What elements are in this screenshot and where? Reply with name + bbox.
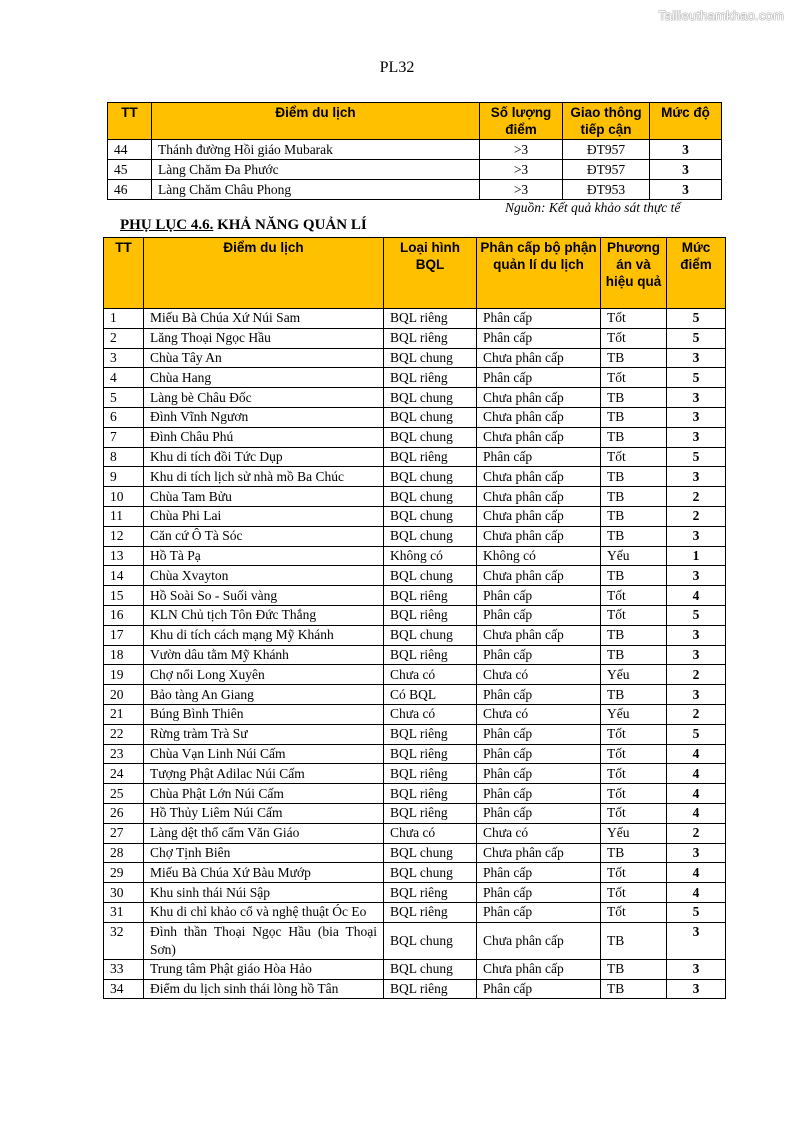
table-row xyxy=(104,883,726,903)
table-row xyxy=(104,704,726,724)
table-row xyxy=(104,388,726,408)
watermark-text: Tailieuthamkhao.com xyxy=(658,8,784,23)
section-heading-title: KHẢ NĂNG QUẢN LÍ xyxy=(213,217,367,233)
management-capacity-table xyxy=(103,237,726,999)
col-header-destination: Điểm du lịch xyxy=(144,238,384,309)
table-row xyxy=(104,645,726,665)
bql-type: BQL riêng xyxy=(384,902,477,922)
plan-effectiveness: TB xyxy=(601,526,667,546)
destination-name: Hồ Soài So - Suối vàng xyxy=(144,586,384,606)
plan-effectiveness: Tốt xyxy=(601,863,667,883)
score-value: 5 xyxy=(667,328,726,348)
plan-effectiveness: TB xyxy=(601,959,667,979)
decentralization: Phân cấp xyxy=(477,863,601,883)
plan-effectiveness: TB xyxy=(601,506,667,526)
bql-type: Chưa có xyxy=(384,665,477,685)
row-number: 6 xyxy=(104,407,144,427)
score-value: 3 xyxy=(667,526,726,546)
table-row xyxy=(104,625,726,645)
decentralization: Phân cấp xyxy=(477,764,601,784)
point-count: >3 xyxy=(480,180,563,200)
destination-name: Khu di chỉ khảo cổ và nghệ thuật Óc Eo xyxy=(144,902,384,922)
table-row xyxy=(104,764,726,784)
bql-type: BQL chung xyxy=(384,388,477,408)
destination-name: Rừng tràm Trà Sư xyxy=(144,724,384,744)
destination-name: Thánh đường Hồi giáo Mubarak xyxy=(152,140,480,160)
table-row xyxy=(104,467,726,487)
row-number: 23 xyxy=(104,744,144,764)
score-value: 5 xyxy=(667,309,726,329)
bql-type: Có BQL xyxy=(384,685,477,705)
plan-effectiveness: TB xyxy=(601,843,667,863)
score-value: 3 xyxy=(667,959,726,979)
decentralization: Chưa phân cấp xyxy=(477,566,601,586)
destination-name: Tượng Phật Adilac Núi Cấm xyxy=(144,764,384,784)
table-row xyxy=(104,744,726,764)
table-row xyxy=(104,526,726,546)
row-number: 16 xyxy=(104,605,144,625)
bql-type: BQL riêng xyxy=(384,586,477,606)
bql-type: BQL riêng xyxy=(384,764,477,784)
plan-effectiveness: TB xyxy=(601,487,667,507)
decentralization: Phân cấp xyxy=(477,784,601,804)
score-value: 4 xyxy=(667,586,726,606)
plan-effectiveness: Tốt xyxy=(601,744,667,764)
row-number: 21 xyxy=(104,704,144,724)
destination-name: Chùa Vạn Linh Núi Cấm xyxy=(144,744,384,764)
score-value: 3 xyxy=(667,407,726,427)
section-heading xyxy=(120,217,367,234)
row-number: 8 xyxy=(104,447,144,467)
table-row xyxy=(104,506,726,526)
row-number: 26 xyxy=(104,803,144,823)
score-value: 2 xyxy=(667,823,726,843)
plan-effectiveness: Tốt xyxy=(601,784,667,804)
destination-name: Miếu Bà Chúa Xứ Núi Sam xyxy=(144,309,384,329)
plan-effectiveness: Tốt xyxy=(601,586,667,606)
score-value: 3 xyxy=(667,922,726,959)
destination-name: Đình Châu Phú xyxy=(144,427,384,447)
score-value: 3 xyxy=(667,685,726,705)
bql-type: BQL riêng xyxy=(384,309,477,329)
bql-type: BQL riêng xyxy=(384,724,477,744)
decentralization: Chưa phân cấp xyxy=(477,625,601,645)
destination-name: Làng dệt thổ cẩm Văn Giáo xyxy=(144,823,384,843)
plan-effectiveness: TB xyxy=(601,427,667,447)
decentralization: Chưa phân cấp xyxy=(477,506,601,526)
table-row xyxy=(104,546,726,566)
bql-type: BQL chung xyxy=(384,427,477,447)
row-number: 34 xyxy=(104,979,144,999)
plan-effectiveness: Tốt xyxy=(601,447,667,467)
destination-name: Làng Chăm Châu Phong xyxy=(152,180,480,200)
table-row xyxy=(104,605,726,625)
score-value: 5 xyxy=(667,902,726,922)
decentralization: Chưa phân cấp xyxy=(477,467,601,487)
page-number: PL32 xyxy=(379,59,415,76)
score-value: 3 xyxy=(667,979,726,999)
row-number: 1 xyxy=(104,309,144,329)
bql-type: BQL chung xyxy=(384,922,477,959)
table-row xyxy=(104,922,726,959)
decentralization: Chưa phân cấp xyxy=(477,348,601,368)
destination-name: Đình thần Thoại Ngọc Hầu (bia Thoại Sơn) xyxy=(144,922,384,959)
destination-name: Khu di tích cách mạng Mỹ Khánh xyxy=(144,625,384,645)
table-row xyxy=(104,959,726,979)
col-header-transport: Giao thông tiếp cận xyxy=(563,103,650,140)
score-value: 5 xyxy=(667,447,726,467)
row-number: 4 xyxy=(104,368,144,388)
score-value: 1 xyxy=(667,546,726,566)
decentralization: Phân cấp xyxy=(477,724,601,744)
bql-type: BQL riêng xyxy=(384,328,477,348)
score-value: 3 xyxy=(667,348,726,368)
decentralization: Không có xyxy=(477,546,601,566)
col-header-plan-effectiveness: Phương án và hiệu quả xyxy=(601,238,667,309)
section-heading-label: PHỤ LỤC 4.6. xyxy=(120,217,214,233)
destination-name: Bảo tàng An Giang xyxy=(144,685,384,705)
bql-type: BQL chung xyxy=(384,506,477,526)
destination-name: Chùa Phật Lớn Núi Cấm xyxy=(144,784,384,804)
decentralization: Phân cấp xyxy=(477,685,601,705)
col-header-destination: Điểm du lịch xyxy=(152,103,480,140)
score-value: 3 xyxy=(667,388,726,408)
destination-name: Đình Vĩnh Ngươn xyxy=(144,407,384,427)
decentralization: Phân cấp xyxy=(477,979,601,999)
table-row xyxy=(104,447,726,467)
decentralization: Phân cấp xyxy=(477,605,601,625)
table-row xyxy=(108,140,722,160)
destination-name: Chùa Tây An xyxy=(144,348,384,368)
table-row xyxy=(104,427,726,447)
transport-route: ĐT957 xyxy=(563,160,650,180)
plan-effectiveness: Tốt xyxy=(601,368,667,388)
decentralization: Chưa phân cấp xyxy=(477,388,601,408)
col-header-decentralization: Phân cấp bộ phận quản lí du lịch xyxy=(477,238,601,309)
decentralization: Chưa phân cấp xyxy=(477,526,601,546)
plan-effectiveness: Tốt xyxy=(601,803,667,823)
decentralization: Phân cấp xyxy=(477,902,601,922)
bql-type: BQL chung xyxy=(384,487,477,507)
score-value: 3 xyxy=(667,427,726,447)
bql-type: BQL chung xyxy=(384,566,477,586)
table-row xyxy=(104,368,726,388)
destination-name: Khu di tích đồi Tức Dụp xyxy=(144,447,384,467)
row-number: 33 xyxy=(104,959,144,979)
destination-name: Làng bè Châu Đốc xyxy=(144,388,384,408)
row-number: 3 xyxy=(104,348,144,368)
plan-effectiveness: Tốt xyxy=(601,328,667,348)
table-row xyxy=(104,803,726,823)
table-row xyxy=(104,407,726,427)
row-number: 5 xyxy=(104,388,144,408)
score-value: 2 xyxy=(667,487,726,507)
row-number: 25 xyxy=(104,784,144,804)
bql-type: BQL chung xyxy=(384,526,477,546)
score-value: 4 xyxy=(667,883,726,903)
score-value: 4 xyxy=(667,744,726,764)
row-number: 18 xyxy=(104,645,144,665)
score-value: 2 xyxy=(667,704,726,724)
destination-name: Búng Bình Thiên xyxy=(144,704,384,724)
table-row xyxy=(108,160,722,180)
level-value: 3 xyxy=(650,180,722,200)
row-number: 20 xyxy=(104,685,144,705)
decentralization: Phân cấp xyxy=(477,744,601,764)
decentralization: Chưa có xyxy=(477,823,601,843)
row-number: 19 xyxy=(104,665,144,685)
row-number: 2 xyxy=(104,328,144,348)
bql-type: BQL riêng xyxy=(384,784,477,804)
plan-effectiveness: Tốt xyxy=(601,309,667,329)
row-number: 12 xyxy=(104,526,144,546)
plan-effectiveness: TB xyxy=(601,922,667,959)
row-number: 14 xyxy=(104,566,144,586)
destination-name: Chùa Phi Lai xyxy=(144,506,384,526)
bql-type: BQL riêng xyxy=(384,605,477,625)
bql-type: BQL riêng xyxy=(384,979,477,999)
bql-type: BQL chung xyxy=(384,348,477,368)
plan-effectiveness: Yếu xyxy=(601,704,667,724)
bql-type: BQL chung xyxy=(384,467,477,487)
point-count: >3 xyxy=(480,160,563,180)
bql-type: BQL riêng xyxy=(384,645,477,665)
plan-effectiveness: TB xyxy=(601,566,667,586)
destination-name: Chùa Hang xyxy=(144,368,384,388)
plan-effectiveness: TB xyxy=(601,645,667,665)
decentralization: Chưa phân cấp xyxy=(477,922,601,959)
col-header-score: Mức điểm xyxy=(667,238,726,309)
table-row xyxy=(104,863,726,883)
score-value: 3 xyxy=(667,645,726,665)
score-value: 5 xyxy=(667,605,726,625)
bql-type: BQL riêng xyxy=(384,447,477,467)
plan-effectiveness: TB xyxy=(601,625,667,645)
destination-name: Khu sinh thái Núi Sập xyxy=(144,883,384,903)
score-value: 2 xyxy=(667,665,726,685)
table-row xyxy=(104,487,726,507)
row-number: 11 xyxy=(104,506,144,526)
destination-name: KLN Chủ tịch Tôn Đức Thắng xyxy=(144,605,384,625)
score-value: 4 xyxy=(667,784,726,804)
plan-effectiveness: Yếu xyxy=(601,546,667,566)
decentralization: Phân cấp xyxy=(477,309,601,329)
bql-type: BQL riêng xyxy=(384,368,477,388)
plan-effectiveness: Tốt xyxy=(601,902,667,922)
score-value: 3 xyxy=(667,566,726,586)
table-row xyxy=(104,665,726,685)
decentralization: Chưa phân cấp xyxy=(477,959,601,979)
destination-name: Chùa Xvayton xyxy=(144,566,384,586)
decentralization: Chưa phân cấp xyxy=(477,407,601,427)
bql-type: BQL chung xyxy=(384,959,477,979)
row-number: 44 xyxy=(108,140,152,160)
level-value: 3 xyxy=(650,140,722,160)
table-row xyxy=(104,823,726,843)
plan-effectiveness: Yếu xyxy=(601,665,667,685)
bql-type: BQL riêng xyxy=(384,883,477,903)
decentralization: Phân cấp xyxy=(477,586,601,606)
col-header-tt: TT xyxy=(104,238,144,309)
decentralization: Chưa phân cấp xyxy=(477,843,601,863)
col-header-bql-type: Loại hình BQL xyxy=(384,238,477,309)
score-value: 5 xyxy=(667,724,726,744)
source-note: Nguồn: Kết quả khảo sát thực tế xyxy=(505,200,681,215)
decentralization: Phân cấp xyxy=(477,447,601,467)
plan-effectiveness: TB xyxy=(601,467,667,487)
table-row xyxy=(104,566,726,586)
destination-name: Làng Chăm Đa Phước xyxy=(152,160,480,180)
score-value: 3 xyxy=(667,843,726,863)
bql-type: BQL riêng xyxy=(384,744,477,764)
bql-type: BQL chung xyxy=(384,625,477,645)
bql-type: Không có xyxy=(384,546,477,566)
plan-effectiveness: Tốt xyxy=(601,883,667,903)
col-header-level: Mức độ xyxy=(650,103,722,140)
destination-name: Chùa Tam Bửu xyxy=(144,487,384,507)
decentralization: Phân cấp xyxy=(477,328,601,348)
table-row xyxy=(104,328,726,348)
row-number: 9 xyxy=(104,467,144,487)
table-row xyxy=(104,586,726,606)
destination-name: Khu di tích lịch sử nhà mồ Ba Chúc xyxy=(144,467,384,487)
table-row xyxy=(104,309,726,329)
row-number: 31 xyxy=(104,902,144,922)
level-value: 3 xyxy=(650,160,722,180)
decentralization: Phân cấp xyxy=(477,368,601,388)
row-number: 10 xyxy=(104,487,144,507)
plan-effectiveness: TB xyxy=(601,388,667,408)
destination-name: Hồ Thủy Liêm Núi Cấm xyxy=(144,803,384,823)
score-value: 2 xyxy=(667,506,726,526)
table-row xyxy=(108,180,722,200)
destinations-table-continued xyxy=(107,102,722,200)
row-number: 15 xyxy=(104,586,144,606)
destination-name: Lăng Thoại Ngọc Hầu xyxy=(144,328,384,348)
table-row xyxy=(104,843,726,863)
score-value: 4 xyxy=(667,863,726,883)
bql-type: Chưa có xyxy=(384,704,477,724)
decentralization: Chưa phân cấp xyxy=(477,427,601,447)
row-number: 45 xyxy=(108,160,152,180)
plan-effectiveness: Tốt xyxy=(601,764,667,784)
destination-name: Hồ Tà Pạ xyxy=(144,546,384,566)
destination-name: Chợ nổi Long Xuyên xyxy=(144,665,384,685)
table-row xyxy=(104,685,726,705)
transport-route: ĐT953 xyxy=(563,180,650,200)
score-value: 3 xyxy=(667,625,726,645)
table-row xyxy=(104,784,726,804)
score-value: 4 xyxy=(667,803,726,823)
row-number: 46 xyxy=(108,180,152,200)
transport-route: ĐT957 xyxy=(563,140,650,160)
plan-effectiveness: TB xyxy=(601,407,667,427)
plan-effectiveness: TB xyxy=(601,685,667,705)
plan-effectiveness: TB xyxy=(601,348,667,368)
row-number: 28 xyxy=(104,843,144,863)
plan-effectiveness: Yếu xyxy=(601,823,667,843)
destination-name: Chợ Tịnh Biên xyxy=(144,843,384,863)
decentralization: Chưa có xyxy=(477,665,601,685)
decentralization: Phân cấp xyxy=(477,803,601,823)
bql-type: BQL chung xyxy=(384,863,477,883)
table-row xyxy=(104,979,726,999)
bql-type: BQL chung xyxy=(384,843,477,863)
bql-type: BQL chung xyxy=(384,407,477,427)
decentralization: Phân cấp xyxy=(477,883,601,903)
table-row xyxy=(104,348,726,368)
row-number: 30 xyxy=(104,883,144,903)
table-row xyxy=(104,724,726,744)
plan-effectiveness: Tốt xyxy=(601,724,667,744)
row-number: 24 xyxy=(104,764,144,784)
bql-type: BQL riêng xyxy=(384,803,477,823)
row-number: 7 xyxy=(104,427,144,447)
destination-name: Căn cứ Ô Tà Sóc xyxy=(144,526,384,546)
decentralization: Chưa phân cấp xyxy=(477,487,601,507)
destination-name: Vườn dâu tằm Mỹ Khánh xyxy=(144,645,384,665)
destination-name: Điểm du lịch sinh thái lòng hồ Tân xyxy=(144,979,384,999)
row-number: 22 xyxy=(104,724,144,744)
table-row xyxy=(104,902,726,922)
destination-name: Trung tâm Phật giáo Hòa Hảo xyxy=(144,959,384,979)
bql-type: Chưa có xyxy=(384,823,477,843)
score-value: 4 xyxy=(667,764,726,784)
col-header-tt: TT xyxy=(108,103,152,140)
row-number: 27 xyxy=(104,823,144,843)
plan-effectiveness: Tốt xyxy=(601,605,667,625)
row-number: 29 xyxy=(104,863,144,883)
col-header-quantity: Số lượng điểm xyxy=(480,103,563,140)
point-count: >3 xyxy=(480,140,563,160)
row-number: 32 xyxy=(104,922,144,959)
decentralization: Phân cấp xyxy=(477,645,601,665)
decentralization: Chưa có xyxy=(477,704,601,724)
plan-effectiveness: TB xyxy=(601,979,667,999)
score-value: 3 xyxy=(667,467,726,487)
row-number: 13 xyxy=(104,546,144,566)
destination-name: Miếu Bà Chúa Xứ Bàu Mướp xyxy=(144,863,384,883)
row-number: 17 xyxy=(104,625,144,645)
score-value: 5 xyxy=(667,368,726,388)
